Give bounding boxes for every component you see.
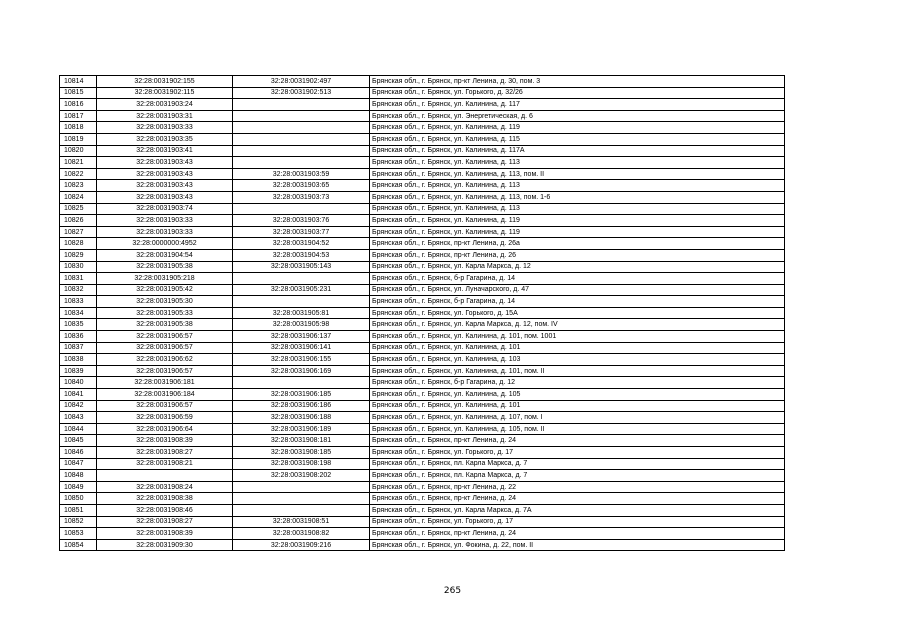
address-cell: Брянская обл., г. Брянск, ул. Калинина, д. 113, пом. 1-6 xyxy=(370,191,785,203)
table-row xyxy=(60,76,785,88)
address-cell: Брянская обл., г. Брянск, ул. Калинина, д. 117А xyxy=(370,145,785,157)
address-cell: Брянская обл., г. Брянск, ул. Фокина, д. 22, пом. II xyxy=(370,539,785,551)
row-number-cell: 10834 xyxy=(60,307,97,319)
row-number-cell: 10845 xyxy=(60,435,97,447)
cadastral-number-cell: 32:28:0031903:33 xyxy=(97,122,233,134)
address-cell: Брянская обл., г. Брянск, ул. Калинина, д. 107, пом. I xyxy=(370,412,785,424)
address-cell: Брянская обл., г. Брянск, б-р Гагарина, д. 12 xyxy=(370,377,785,389)
table-row xyxy=(60,238,785,250)
address-cell: Брянская обл., г. Брянск, пл. Карла Маркса, д. 7 xyxy=(370,458,785,470)
address-cell: Брянская обл., г. Брянск, ул. Горького, д. 17 xyxy=(370,516,785,528)
table-row xyxy=(60,87,785,99)
related-cadastral-number-cell xyxy=(233,110,370,122)
table-row xyxy=(60,342,785,354)
related-cadastral-number-cell xyxy=(233,122,370,134)
related-cadastral-number-cell: 32:28:0031903:77 xyxy=(233,226,370,238)
related-cadastral-number-cell: 32:28:0031906:141 xyxy=(233,342,370,354)
related-cadastral-number-cell xyxy=(233,157,370,169)
address-cell: Брянская обл., г. Брянск, ул. Горького, д. 32/26 xyxy=(370,87,785,99)
related-cadastral-number-cell: 32:28:0031905:231 xyxy=(233,284,370,296)
row-number-cell: 10844 xyxy=(60,423,97,435)
row-number-cell: 10847 xyxy=(60,458,97,470)
address-cell: Брянская обл., г. Брянск, ул. Калинина, д. 119 xyxy=(370,215,785,227)
table-row xyxy=(60,168,785,180)
cadastral-number-cell: 32:28:0031908:39 xyxy=(97,435,233,447)
related-cadastral-number-cell: 32:28:0031903:59 xyxy=(233,168,370,180)
related-cadastral-number-cell: 32:28:0031908:181 xyxy=(233,435,370,447)
row-number-cell: 10825 xyxy=(60,203,97,215)
address-cell: Брянская обл., г. Брянск, ул. Карла Маркса, д. 7А xyxy=(370,504,785,516)
cadastral-number-cell: 32:28:0031905:33 xyxy=(97,307,233,319)
cadastral-number-cell: 32:28:0031903:43 xyxy=(97,180,233,192)
row-number-cell: 10826 xyxy=(60,215,97,227)
related-cadastral-number-cell: 32:28:0031909:216 xyxy=(233,539,370,551)
address-cell: Брянская обл., г. Брянск, ул. Калинина, д. 119 xyxy=(370,122,785,134)
table-row xyxy=(60,133,785,145)
row-number-cell: 10821 xyxy=(60,157,97,169)
related-cadastral-number-cell: 32:28:0031902:497 xyxy=(233,76,370,88)
related-cadastral-number-cell xyxy=(233,377,370,389)
row-number-cell: 10828 xyxy=(60,238,97,250)
table-row xyxy=(60,528,785,540)
cadastral-number-cell xyxy=(97,470,233,482)
cadastral-number-cell: 32:28:0031905:38 xyxy=(97,261,233,273)
row-number-cell: 10837 xyxy=(60,342,97,354)
address-cell: Брянская обл., г. Брянск, ул. Калинина, д. 113, пом. II xyxy=(370,168,785,180)
address-cell: Брянская обл., г. Брянск, ул. Горького, д. 17 xyxy=(370,447,785,459)
table-row xyxy=(60,215,785,227)
related-cadastral-number-cell: 32:28:0031902:513 xyxy=(233,87,370,99)
table-row xyxy=(60,423,785,435)
table-row xyxy=(60,110,785,122)
cadastral-number-cell: 32:28:0031908:39 xyxy=(97,528,233,540)
cadastral-number-cell: 32:28:0031908:46 xyxy=(97,504,233,516)
address-cell: Брянская обл., г. Брянск, ул. Калинина, д. 117 xyxy=(370,99,785,111)
row-number-cell: 10817 xyxy=(60,110,97,122)
cadastral-number-cell: 32:28:0031908:38 xyxy=(97,493,233,505)
cadastral-number-cell: 32:28:0031908:24 xyxy=(97,481,233,493)
related-cadastral-number-cell: 32:28:0031905:81 xyxy=(233,307,370,319)
table-row xyxy=(60,145,785,157)
address-cell: Брянская обл., г. Брянск, ул. Карла Маркса, д. 12, пом. IV xyxy=(370,319,785,331)
address-cell: Брянская обл., г. Брянск, ул. Калинина, д. 101, пом. II xyxy=(370,365,785,377)
cadastral-number-cell: 32:28:0031906:62 xyxy=(97,354,233,366)
table-row xyxy=(60,122,785,134)
address-cell: Брянская обл., г. Брянск, ул. Калинина, д. 113 xyxy=(370,157,785,169)
cadastral-number-cell: 32:28:0031902:115 xyxy=(97,87,233,99)
related-cadastral-number-cell xyxy=(233,481,370,493)
cadastral-number-cell: 32:28:0031905:218 xyxy=(97,273,233,285)
cadastral-number-cell: 32:28:0031903:41 xyxy=(97,145,233,157)
row-number-cell: 10840 xyxy=(60,377,97,389)
cadastral-number-cell: 32:28:0031903:24 xyxy=(97,99,233,111)
table-row xyxy=(60,226,785,238)
row-number-cell: 10836 xyxy=(60,331,97,343)
table-row xyxy=(60,447,785,459)
cadastral-number-cell: 32:28:0031905:42 xyxy=(97,284,233,296)
table-row xyxy=(60,435,785,447)
row-number-cell: 10843 xyxy=(60,412,97,424)
row-number-cell: 10818 xyxy=(60,122,97,134)
row-number-cell: 10823 xyxy=(60,180,97,192)
cadastral-number-cell: 32:28:0031903:43 xyxy=(97,157,233,169)
related-cadastral-number-cell: 32:28:0031903:65 xyxy=(233,180,370,192)
cadastral-number-cell: 32:28:0031903:43 xyxy=(97,191,233,203)
cadastral-number-cell: 32:28:0031903:74 xyxy=(97,203,233,215)
cadastral-number-cell: 32:28:0031909:30 xyxy=(97,539,233,551)
cadastral-number-cell: 32:28:0031903:33 xyxy=(97,226,233,238)
address-cell: Брянская обл., г. Брянск, б-р Гагарина, д. 14 xyxy=(370,296,785,308)
table-row xyxy=(60,504,785,516)
cadastral-number-cell: 32:28:0031903:35 xyxy=(97,133,233,145)
related-cadastral-number-cell: 32:28:0031906:169 xyxy=(233,365,370,377)
row-number-cell: 10829 xyxy=(60,249,97,261)
row-number-cell: 10850 xyxy=(60,493,97,505)
related-cadastral-number-cell: 32:28:0031908:82 xyxy=(233,528,370,540)
table-row xyxy=(60,331,785,343)
cadastral-number-cell: 32:28:0000000:4952 xyxy=(97,238,233,250)
address-cell: Брянская обл., г. Брянск, ул. Энергетическая, д. 6 xyxy=(370,110,785,122)
related-cadastral-number-cell: 32:28:0031903:73 xyxy=(233,191,370,203)
related-cadastral-number-cell xyxy=(233,493,370,505)
table-row xyxy=(60,539,785,551)
table-row xyxy=(60,273,785,285)
table-row xyxy=(60,400,785,412)
row-number-cell: 10852 xyxy=(60,516,97,528)
address-cell: Брянская обл., г. Брянск, пр-кт Ленина, д. 26а xyxy=(370,238,785,250)
related-cadastral-number-cell xyxy=(233,133,370,145)
cadastral-number-cell: 32:28:0031908:27 xyxy=(97,447,233,459)
address-cell: Брянская обл., г. Брянск, ул. Калинина, д. 105 xyxy=(370,389,785,401)
cadastral-number-cell: 32:28:0031905:38 xyxy=(97,319,233,331)
related-cadastral-number-cell: 32:28:0031908:202 xyxy=(233,470,370,482)
address-cell: Брянская обл., г. Брянск, ул. Карла Маркса, д. 12 xyxy=(370,261,785,273)
related-cadastral-number-cell: 32:28:0031904:53 xyxy=(233,249,370,261)
cadastral-number-cell: 32:28:0031903:43 xyxy=(97,168,233,180)
table-row xyxy=(60,458,785,470)
cadastral-number-cell: 32:28:0031906:57 xyxy=(97,331,233,343)
row-number-cell: 10830 xyxy=(60,261,97,273)
table-row xyxy=(60,249,785,261)
related-cadastral-number-cell: 32:28:0031906:155 xyxy=(233,354,370,366)
related-cadastral-number-cell xyxy=(233,273,370,285)
address-cell: Брянская обл., г. Брянск, пр-кт Ленина, д. 22 xyxy=(370,481,785,493)
table-row xyxy=(60,470,785,482)
address-cell: Брянская обл., г. Брянск, б-р Гагарина, д. 14 xyxy=(370,273,785,285)
row-number-cell: 10841 xyxy=(60,389,97,401)
row-number-cell: 10827 xyxy=(60,226,97,238)
address-cell: Брянская обл., г. Брянск, пл. Карла Маркса, д. 7 xyxy=(370,470,785,482)
related-cadastral-number-cell: 32:28:0031904:52 xyxy=(233,238,370,250)
address-cell: Брянская обл., г. Брянск, ул. Калинина, д. 115 xyxy=(370,133,785,145)
related-cadastral-number-cell xyxy=(233,99,370,111)
address-cell: Брянская обл., г. Брянск, ул. Калинина, д. 113 xyxy=(370,203,785,215)
table-row xyxy=(60,261,785,273)
cadastral-number-cell: 32:28:0031908:21 xyxy=(97,458,233,470)
related-cadastral-number-cell: 32:28:0031906:189 xyxy=(233,423,370,435)
table-body xyxy=(60,76,785,551)
related-cadastral-number-cell: 32:28:0031906:137 xyxy=(233,331,370,343)
address-cell: Брянская обл., г. Брянск, ул. Калинина, д. 113 xyxy=(370,180,785,192)
related-cadastral-number-cell: 32:28:0031906:185 xyxy=(233,389,370,401)
row-number-cell: 10853 xyxy=(60,528,97,540)
address-cell: Брянская обл., г. Брянск, ул. Калинина, д. 119 xyxy=(370,226,785,238)
cadastral-number-cell: 32:28:0031906:181 xyxy=(97,377,233,389)
row-number-cell: 10854 xyxy=(60,539,97,551)
address-cell: Брянская обл., г. Брянск, пр-кт Ленина, д. 24 xyxy=(370,528,785,540)
table-row xyxy=(60,377,785,389)
cadastral-number-cell: 32:28:0031906:57 xyxy=(97,342,233,354)
related-cadastral-number-cell xyxy=(233,504,370,516)
row-number-cell: 10816 xyxy=(60,99,97,111)
cadastral-number-cell: 32:28:0031903:31 xyxy=(97,110,233,122)
cadastral-number-cell: 32:28:0031905:30 xyxy=(97,296,233,308)
cadastral-number-cell: 32:28:0031903:33 xyxy=(97,215,233,227)
table-row xyxy=(60,296,785,308)
address-cell: Брянская обл., г. Брянск, ул. Калинина, д. 103 xyxy=(370,354,785,366)
row-number-cell: 10835 xyxy=(60,319,97,331)
row-number-cell: 10839 xyxy=(60,365,97,377)
related-cadastral-number-cell: 32:28:0031903:76 xyxy=(233,215,370,227)
address-cell: Брянская обл., г. Брянск, пр-кт Ленина, д. 24 xyxy=(370,435,785,447)
address-cell: Брянская обл., г. Брянск, ул. Калинина, д. 101 xyxy=(370,400,785,412)
property-register-table xyxy=(59,75,785,551)
cadastral-number-cell: 32:28:0031908:27 xyxy=(97,516,233,528)
row-number-cell: 10842 xyxy=(60,400,97,412)
table-row xyxy=(60,516,785,528)
table-row xyxy=(60,307,785,319)
cadastral-number-cell: 32:28:0031902:155 xyxy=(97,76,233,88)
row-number-cell: 10824 xyxy=(60,191,97,203)
related-cadastral-number-cell: 32:28:0031905:143 xyxy=(233,261,370,273)
address-cell: Брянская обл., г. Брянск, ул. Горького, д. 15А xyxy=(370,307,785,319)
related-cadastral-number-cell: 32:28:0031908:51 xyxy=(233,516,370,528)
table-row xyxy=(60,191,785,203)
row-number-cell: 10838 xyxy=(60,354,97,366)
table-row xyxy=(60,481,785,493)
related-cadastral-number-cell xyxy=(233,145,370,157)
address-cell: Брянская обл., г. Брянск, ул. Луначарского, д. 47 xyxy=(370,284,785,296)
row-number-cell: 10832 xyxy=(60,284,97,296)
row-number-cell: 10846 xyxy=(60,447,97,459)
address-cell: Брянская обл., г. Брянск, пр-кт Ленина, д. 26 xyxy=(370,249,785,261)
row-number-cell: 10848 xyxy=(60,470,97,482)
cadastral-number-cell: 32:28:0031906:184 xyxy=(97,389,233,401)
row-number-cell: 10831 xyxy=(60,273,97,285)
page-number: 265 xyxy=(443,586,462,596)
cadastral-number-cell: 32:28:0031904:54 xyxy=(97,249,233,261)
cadastral-number-cell: 32:28:0031906:59 xyxy=(97,412,233,424)
related-cadastral-number-cell: 32:28:0031906:186 xyxy=(233,400,370,412)
row-number-cell: 10822 xyxy=(60,168,97,180)
row-number-cell: 10851 xyxy=(60,504,97,516)
related-cadastral-number-cell xyxy=(233,203,370,215)
table-row xyxy=(60,180,785,192)
cadastral-number-cell: 32:28:0031906:64 xyxy=(97,423,233,435)
table-row xyxy=(60,365,785,377)
row-number-cell: 10833 xyxy=(60,296,97,308)
row-number-cell: 10819 xyxy=(60,133,97,145)
table-row xyxy=(60,412,785,424)
related-cadastral-number-cell: 32:28:0031908:185 xyxy=(233,447,370,459)
address-cell: Брянская обл., г. Брянск, ул. Калинина, д. 101 xyxy=(370,342,785,354)
address-cell: Брянская обл., г. Брянск, пр-кт Ленина, д. 24 xyxy=(370,493,785,505)
address-cell: Брянская обл., г. Брянск, пр-кт Ленина, д. 30, пом. 3 xyxy=(370,76,785,88)
related-cadastral-number-cell: 32:28:0031908:198 xyxy=(233,458,370,470)
table-row xyxy=(60,157,785,169)
address-cell: Брянская обл., г. Брянск, ул. Калинина, д. 101, пом. 1001 xyxy=(370,331,785,343)
row-number-cell: 10849 xyxy=(60,481,97,493)
cadastral-number-cell: 32:28:0031906:57 xyxy=(97,400,233,412)
table-row xyxy=(60,354,785,366)
table-row xyxy=(60,319,785,331)
table-row xyxy=(60,389,785,401)
address-cell: Брянская обл., г. Брянск, ул. Калинина, д. 105, пом. II xyxy=(370,423,785,435)
row-number-cell: 10815 xyxy=(60,87,97,99)
table-row xyxy=(60,99,785,111)
table-row xyxy=(60,493,785,505)
row-number-cell: 10820 xyxy=(60,145,97,157)
table-row xyxy=(60,284,785,296)
related-cadastral-number-cell: 32:28:0031906:188 xyxy=(233,412,370,424)
table-row xyxy=(60,203,785,215)
cadastral-number-cell: 32:28:0031906:57 xyxy=(97,365,233,377)
row-number-cell: 10814 xyxy=(60,76,97,88)
related-cadastral-number-cell xyxy=(233,296,370,308)
related-cadastral-number-cell: 32:28:0031905:98 xyxy=(233,319,370,331)
